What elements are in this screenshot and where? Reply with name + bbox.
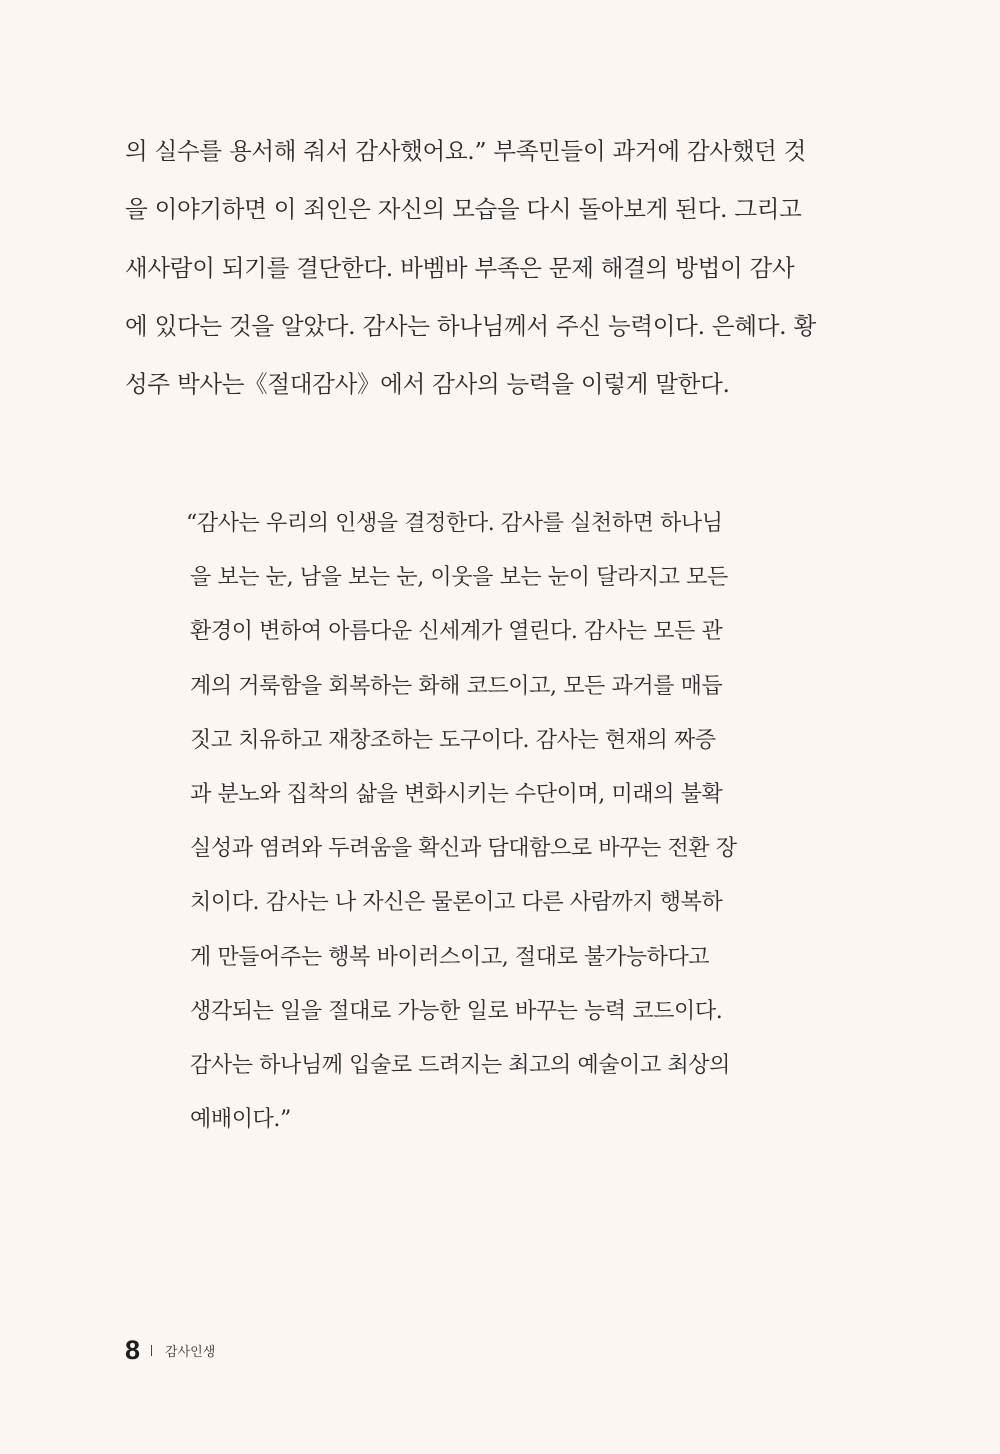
running-title: 감사인생: [165, 1344, 216, 1360]
page-footer: [125, 1330, 215, 1370]
body-line: 에 있다는 것을 알았다. 감사는 하나님께서 주신 능력이다. 은혜다. 황: [125, 311, 816, 340]
body-paragraph: [125, 122, 845, 413]
quote-line: 과 분노와 집착의 삶을 변화시키는 수단이며, 미래의 불확: [190, 781, 723, 807]
quote-line: “감사는 우리의 인생을 결정한다. 감사를 실천하면 하나님: [186, 511, 723, 536]
body-line: 성주 박사는《절대감사》에서 감사의 능력을 이렇게 말한다.: [125, 370, 730, 399]
quote-line: 감사는 하나님께 입술로 드려지는 최고의 예술이고 최상의: [190, 1052, 731, 1078]
quote-line: 게 만들어주는 행복 바이러스이고, 절대로 불가능하다고: [190, 944, 710, 970]
footer-divider: [151, 1345, 152, 1356]
quote-line: 계의 거룩함을 회복하는 화해 코드이고, 모든 과거를 매듭: [190, 673, 723, 699]
body-line: 새사람이 되기를 결단한다. 바벰바 부족은 문제 해결의 방법이 감사: [125, 253, 795, 282]
quote-line: 치이다. 감사는 나 자신은 물론이고 다른 사람까지 행복하: [190, 890, 723, 916]
quote-line: 실성과 염려와 두려움을 확신과 담대함으로 바꾸는 전환 장: [190, 836, 737, 862]
page-number: 8: [125, 1334, 141, 1365]
quote-line: 을 보는 눈, 남을 보는 눈, 이웃을 보는 눈이 달라지고 모든: [190, 565, 728, 591]
body-line: 의 실수를 용서해 줘서 감사했어요.” 부족민들이 과거에 감사했던 것: [125, 137, 807, 165]
quote-line: 예배이다.”: [190, 1107, 291, 1133]
quote-line: 환경이 변하여 아름다운 신세계가 열린다. 감사는 모든 관: [190, 619, 723, 645]
quote-line: 생각되는 일을 절대로 가능한 일로 바꾸는 능력 코드이다.: [190, 998, 723, 1024]
quote-line: 짓고 치유하고 재창조하는 도구이다. 감사는 현재의 짜증: [190, 727, 716, 753]
block-quote: [186, 497, 790, 1147]
body-line: 을 이야기하면 이 죄인은 자신의 모습을 다시 돌아보게 된다. 그리고: [125, 195, 802, 224]
